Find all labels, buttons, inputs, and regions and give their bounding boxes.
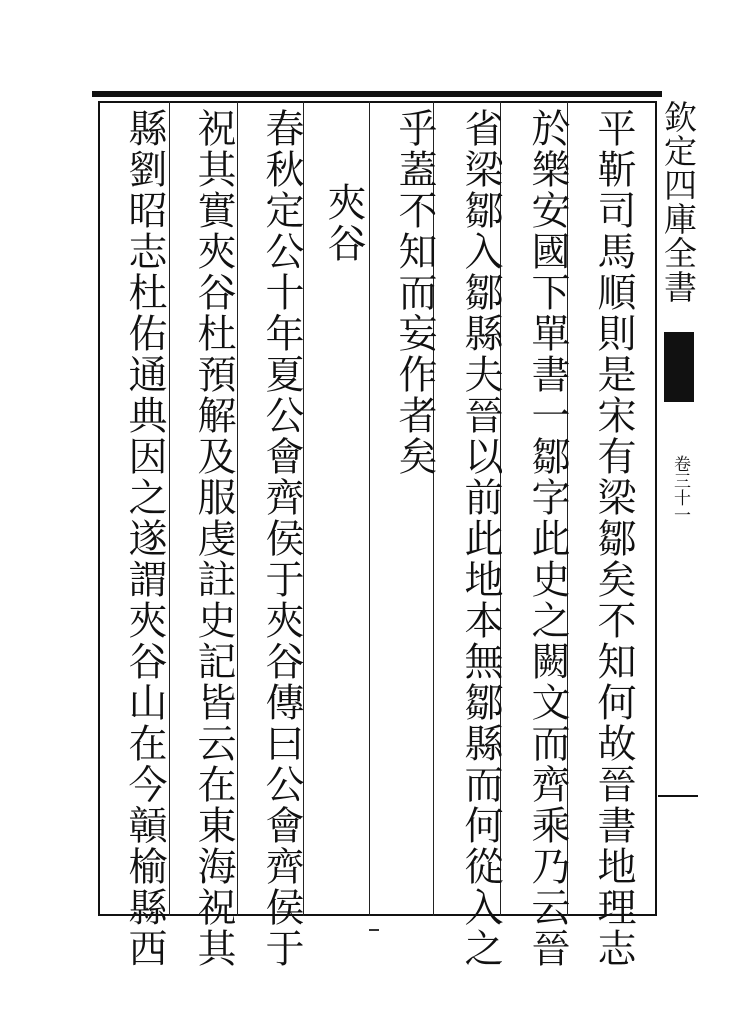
text-column-3: 省梁鄒入鄒縣夫晉以前此地本無鄒縣而何從入之 (458, 108, 503, 969)
text-column-6: 春秋定公十年夏公會齊侯于夾谷傳曰公會齊侯于 (259, 108, 304, 969)
top-border-thin (98, 101, 656, 103)
top-border-thick (92, 91, 662, 97)
chapter-label: 卷三十一 (670, 455, 690, 523)
fish-tail-mark (664, 332, 694, 402)
right-border (655, 101, 657, 916)
text-column-2: 於樂安國下單書一鄒字此史之闕文而齊乘乃云晉 (525, 108, 570, 969)
text-column-8: 縣劉昭志杜佑通典因之遂謂夾谷山在今贑榆縣西 (122, 108, 167, 969)
text-column-1: 平靳司馬順則是宋有梁鄒矣不知何故晉書地理志 (591, 108, 636, 969)
text-column-4: 乎蓋不知而妄作者矣 (392, 108, 437, 477)
column-divider (369, 101, 370, 916)
section-heading: 夾谷 (321, 182, 366, 264)
bottom-mark (369, 929, 379, 931)
margin-tick (658, 795, 698, 797)
left-border (98, 101, 100, 916)
book-title: 欽定四庫全書 (659, 100, 698, 304)
text-column-7: 祝其實夾谷杜預解及服虔註史記皆云在東海祝其 (191, 108, 236, 969)
